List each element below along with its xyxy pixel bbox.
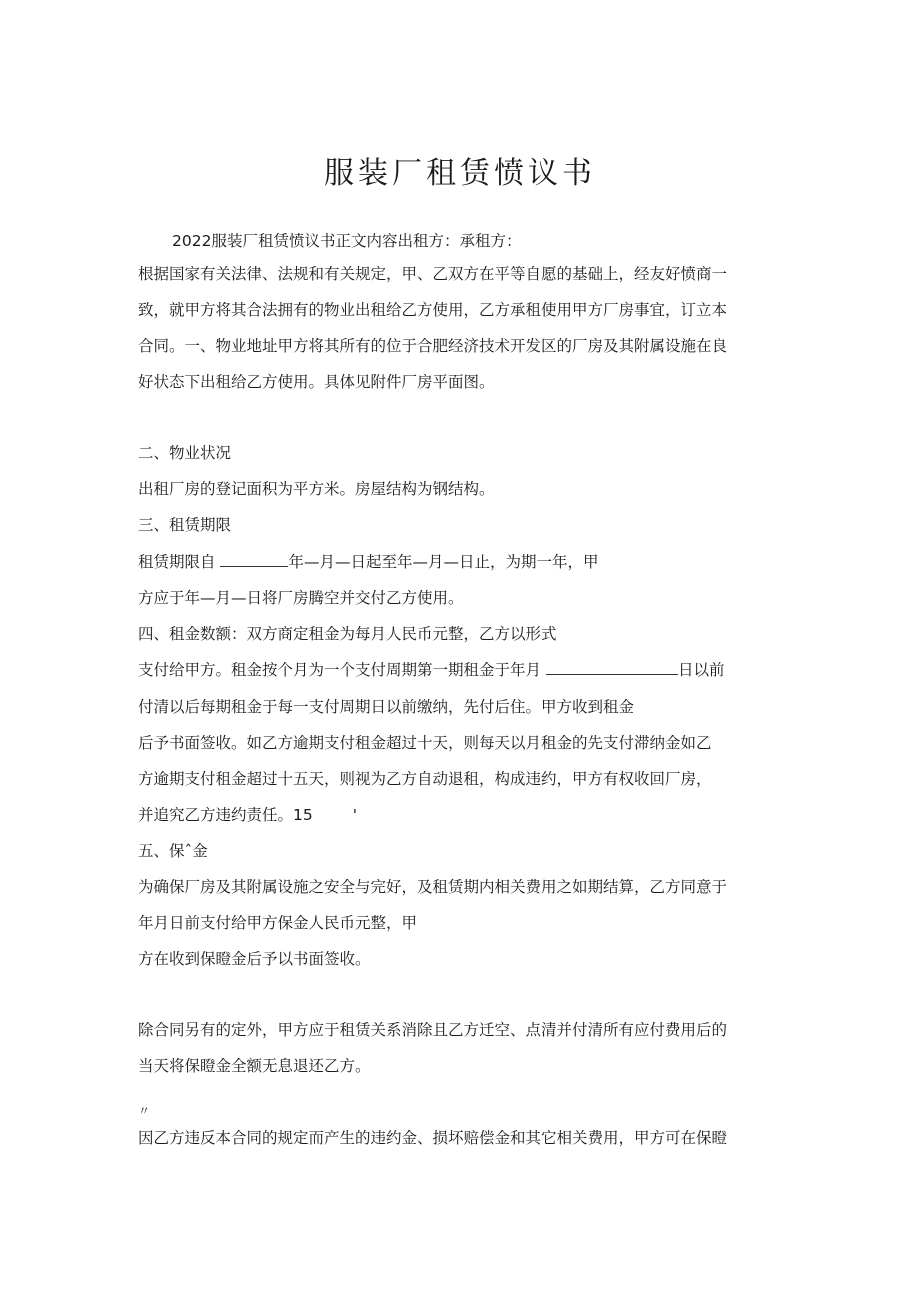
section-heading-deposit: 五、保ˆ金 [138,842,208,860]
rent-payment-suffix: 日以前 [677,661,725,679]
paragraph-line: 因乙方违反本合同的规定而产生的违约金、损坏赔偿金和其它相关费用，甲方可在保瞪 [138,1129,728,1147]
section-heading-lease-term: 三、租赁期限 [138,516,232,534]
paragraph-line: 为确保厂房及其附属设施之安全与完好，及租赁期内相关费用之如期结算，乙方同意于 [138,878,728,896]
paragraph-line: 方逾期支付租金超过十五天，则视为乙方自动退租，构成违约，甲方有权收回厂房， [138,770,712,788]
intro-line: 2022服装厂租赁愤议书正文内容出租方：承租方： [172,232,522,250]
paragraph-line: 出租厂房的登记面积为平方米。房屋结构为钢结构。 [138,480,495,498]
paragraph-line: 付清以后每期租金于每一支付周期日以前缴纳，先付后住。甲方收到租金 [138,698,635,716]
paragraph-line: 好状态下出租给乙方使用。具体见附件厂房平面图。 [138,373,495,391]
stray-mark: ' [352,806,357,824]
paragraph-line: 年月日前支付给甲方保金人民币元整，甲 [138,914,418,932]
paragraph-line: 致，就甲方将其合法拥有的物业出租给乙方使用，乙方承租使用甲方厂房事宜，订立本 [138,301,728,319]
stray-mark: 〃 [138,1104,151,1118]
blank-field-start-year [220,552,288,567]
paragraph-line [138,660,724,680]
section-heading-rent-amount: 四、租金数额：双方商定租金为每月人民币元整，乙方以形式 [138,625,557,643]
paragraph-line: 方在收到保瞪金后予以书面签收。 [138,950,371,968]
paragraph-line: 当天将保瞪金全额无息退还乙方。 [138,1057,371,1075]
paragraph-line: 合同。一、物业地址甲方将其所有的位于合肥经济技术开发区的厂房及其附属设施在良 [138,337,728,355]
paragraph-line [138,552,598,572]
rent-payment-text: 支付给甲方。租金按个月为一个支付周期第一期租金于年月 [138,661,542,679]
paragraph-line: 根据国家有关法律、法规和有关规定，甲、乙双方在平等自愿的基础上，经友好愤商一 [138,265,728,283]
paragraph-line: 方应于年—月—日将厂房腾空并交付乙方使用。 [138,589,464,607]
paragraph-line [138,805,357,825]
lease-term-text: 年—月—日起至年—月—日止，为期一年，甲 [288,553,599,571]
paragraph-line: 后予书面签收。如乙方逾期支付租金超过十天，则每天以月租金的先支付滞纳金如乙 [138,734,712,752]
blank-field-first-payment-date [546,660,678,675]
page-title: 服装厂租赁愤议书 [324,156,596,191]
breach-liability-text: 并追究乙方违约责任。15 [138,806,313,824]
section-heading-property-status: 二、物业状况 [138,444,232,462]
paragraph-line: 除合同另有的定外，甲方应于租赁关系消除且乙方迁空、点清并付清所有应付费用后的 [138,1021,728,1039]
lease-term-prefix: 租赁期限自 [138,553,216,571]
